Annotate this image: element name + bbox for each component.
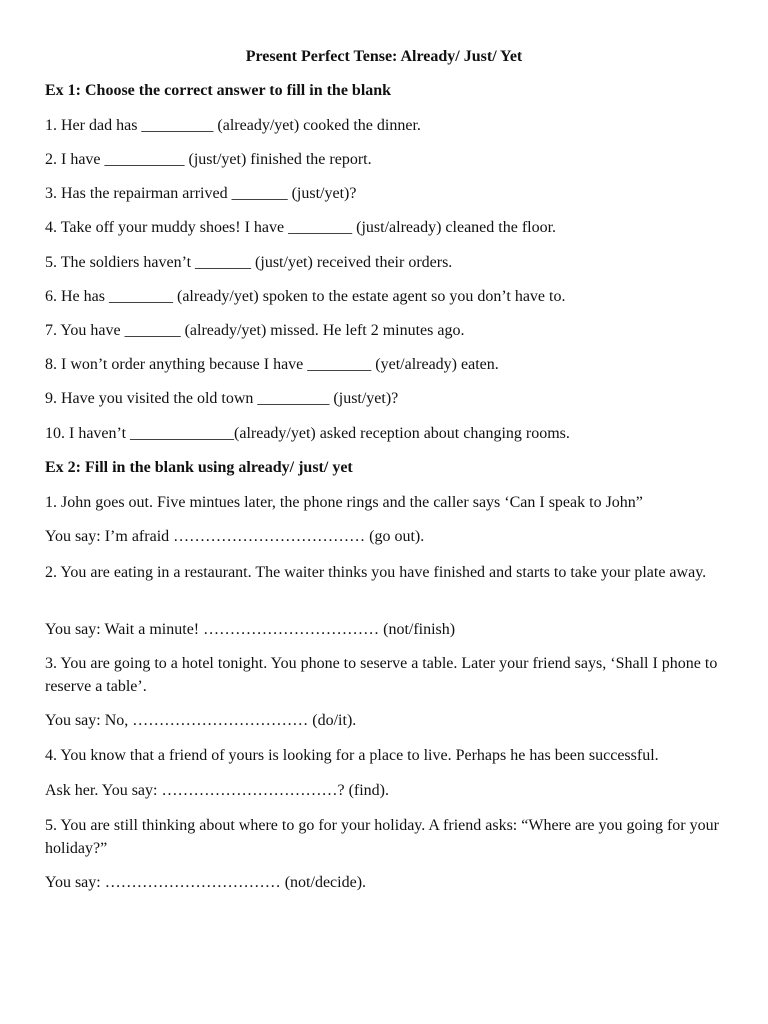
ex2-item-2-situation: 2. You are eating in a restaurant. The waiter thinks you have finished and starts to take your plate away. — [45, 564, 707, 581]
ex2-item-5-situation: 5. You are still thinking about where to go for your holiday. A friend asks: “Where are you going for your holiday?” — [45, 817, 719, 857]
ex2-item-4-situation: 4. You know that a friend of yours is looking for a place to live. Perhaps he has been successful. — [45, 747, 659, 764]
ex2-heading: Ex 2: Fill in the blank using already/ just/ yet — [45, 459, 353, 476]
ex1-item-3: 3. Has the repairman arrived _______ (just/yet)? — [45, 185, 357, 202]
ex1-item-6: 6. He has ________ (already/yet) spoken to the estate agent so you don’t have to. — [45, 288, 566, 305]
ex1-heading: Ex 1: Choose the correct answer to fill in the blank — [45, 82, 392, 99]
ex1-item-7: 7. You have _______ (already/yet) missed. He left 2 minutes ago. — [45, 322, 465, 339]
ex2-item-5-answer: You say: …………………………… (not/decide). — [45, 874, 367, 891]
ex1-item-9: 9. Have you visited the old town _________ (just/yet)? — [45, 390, 399, 407]
ex2-item-3-answer: You say: No, …………………………… (do/it). — [45, 712, 357, 729]
page-title: Present Perfect Tense: Already/ Just/ Yet — [245, 48, 523, 65]
ex1-item-5: 5. The soldiers haven’t _______ (just/yet) received their orders. — [45, 254, 453, 271]
ex2-item-4-answer: Ask her. You say: ……………………………? (find). — [45, 782, 389, 799]
ex2-item-3-situation: 3. You are going to a hotel tonight. You phone to seserve a table. Later your friend says, ‘Shall I phone to reserve a table’. — [45, 655, 718, 695]
ex1-item-1: 1. Her dad has _________ (already/yet) cooked the dinner. — [45, 117, 421, 134]
ex2-item-1-situation: 1. John goes out. Five mintues later, the phone rings and the caller says ‘Can I speak to John” — [45, 494, 643, 511]
ex1-item-8: 8. I won’t order anything because I have ________ (yet/already) eaten. — [45, 356, 499, 373]
ex1-item-10: 10. I haven’t _____________(already/yet) asked reception about changing rooms. — [45, 425, 570, 442]
ex1-item-4: 4. Take off your muddy shoes! I have ________ (just/already) cleaned the floor. — [45, 219, 557, 236]
ex2-item-2-answer: You say: Wait a minute! …………………………… (not/finish) — [45, 621, 456, 638]
ex2-item-1-answer: You say: I’m afraid ……………………………… (go out). — [45, 528, 425, 545]
ex1-item-2: 2. I have __________ (just/yet) finished the report. — [45, 151, 372, 168]
